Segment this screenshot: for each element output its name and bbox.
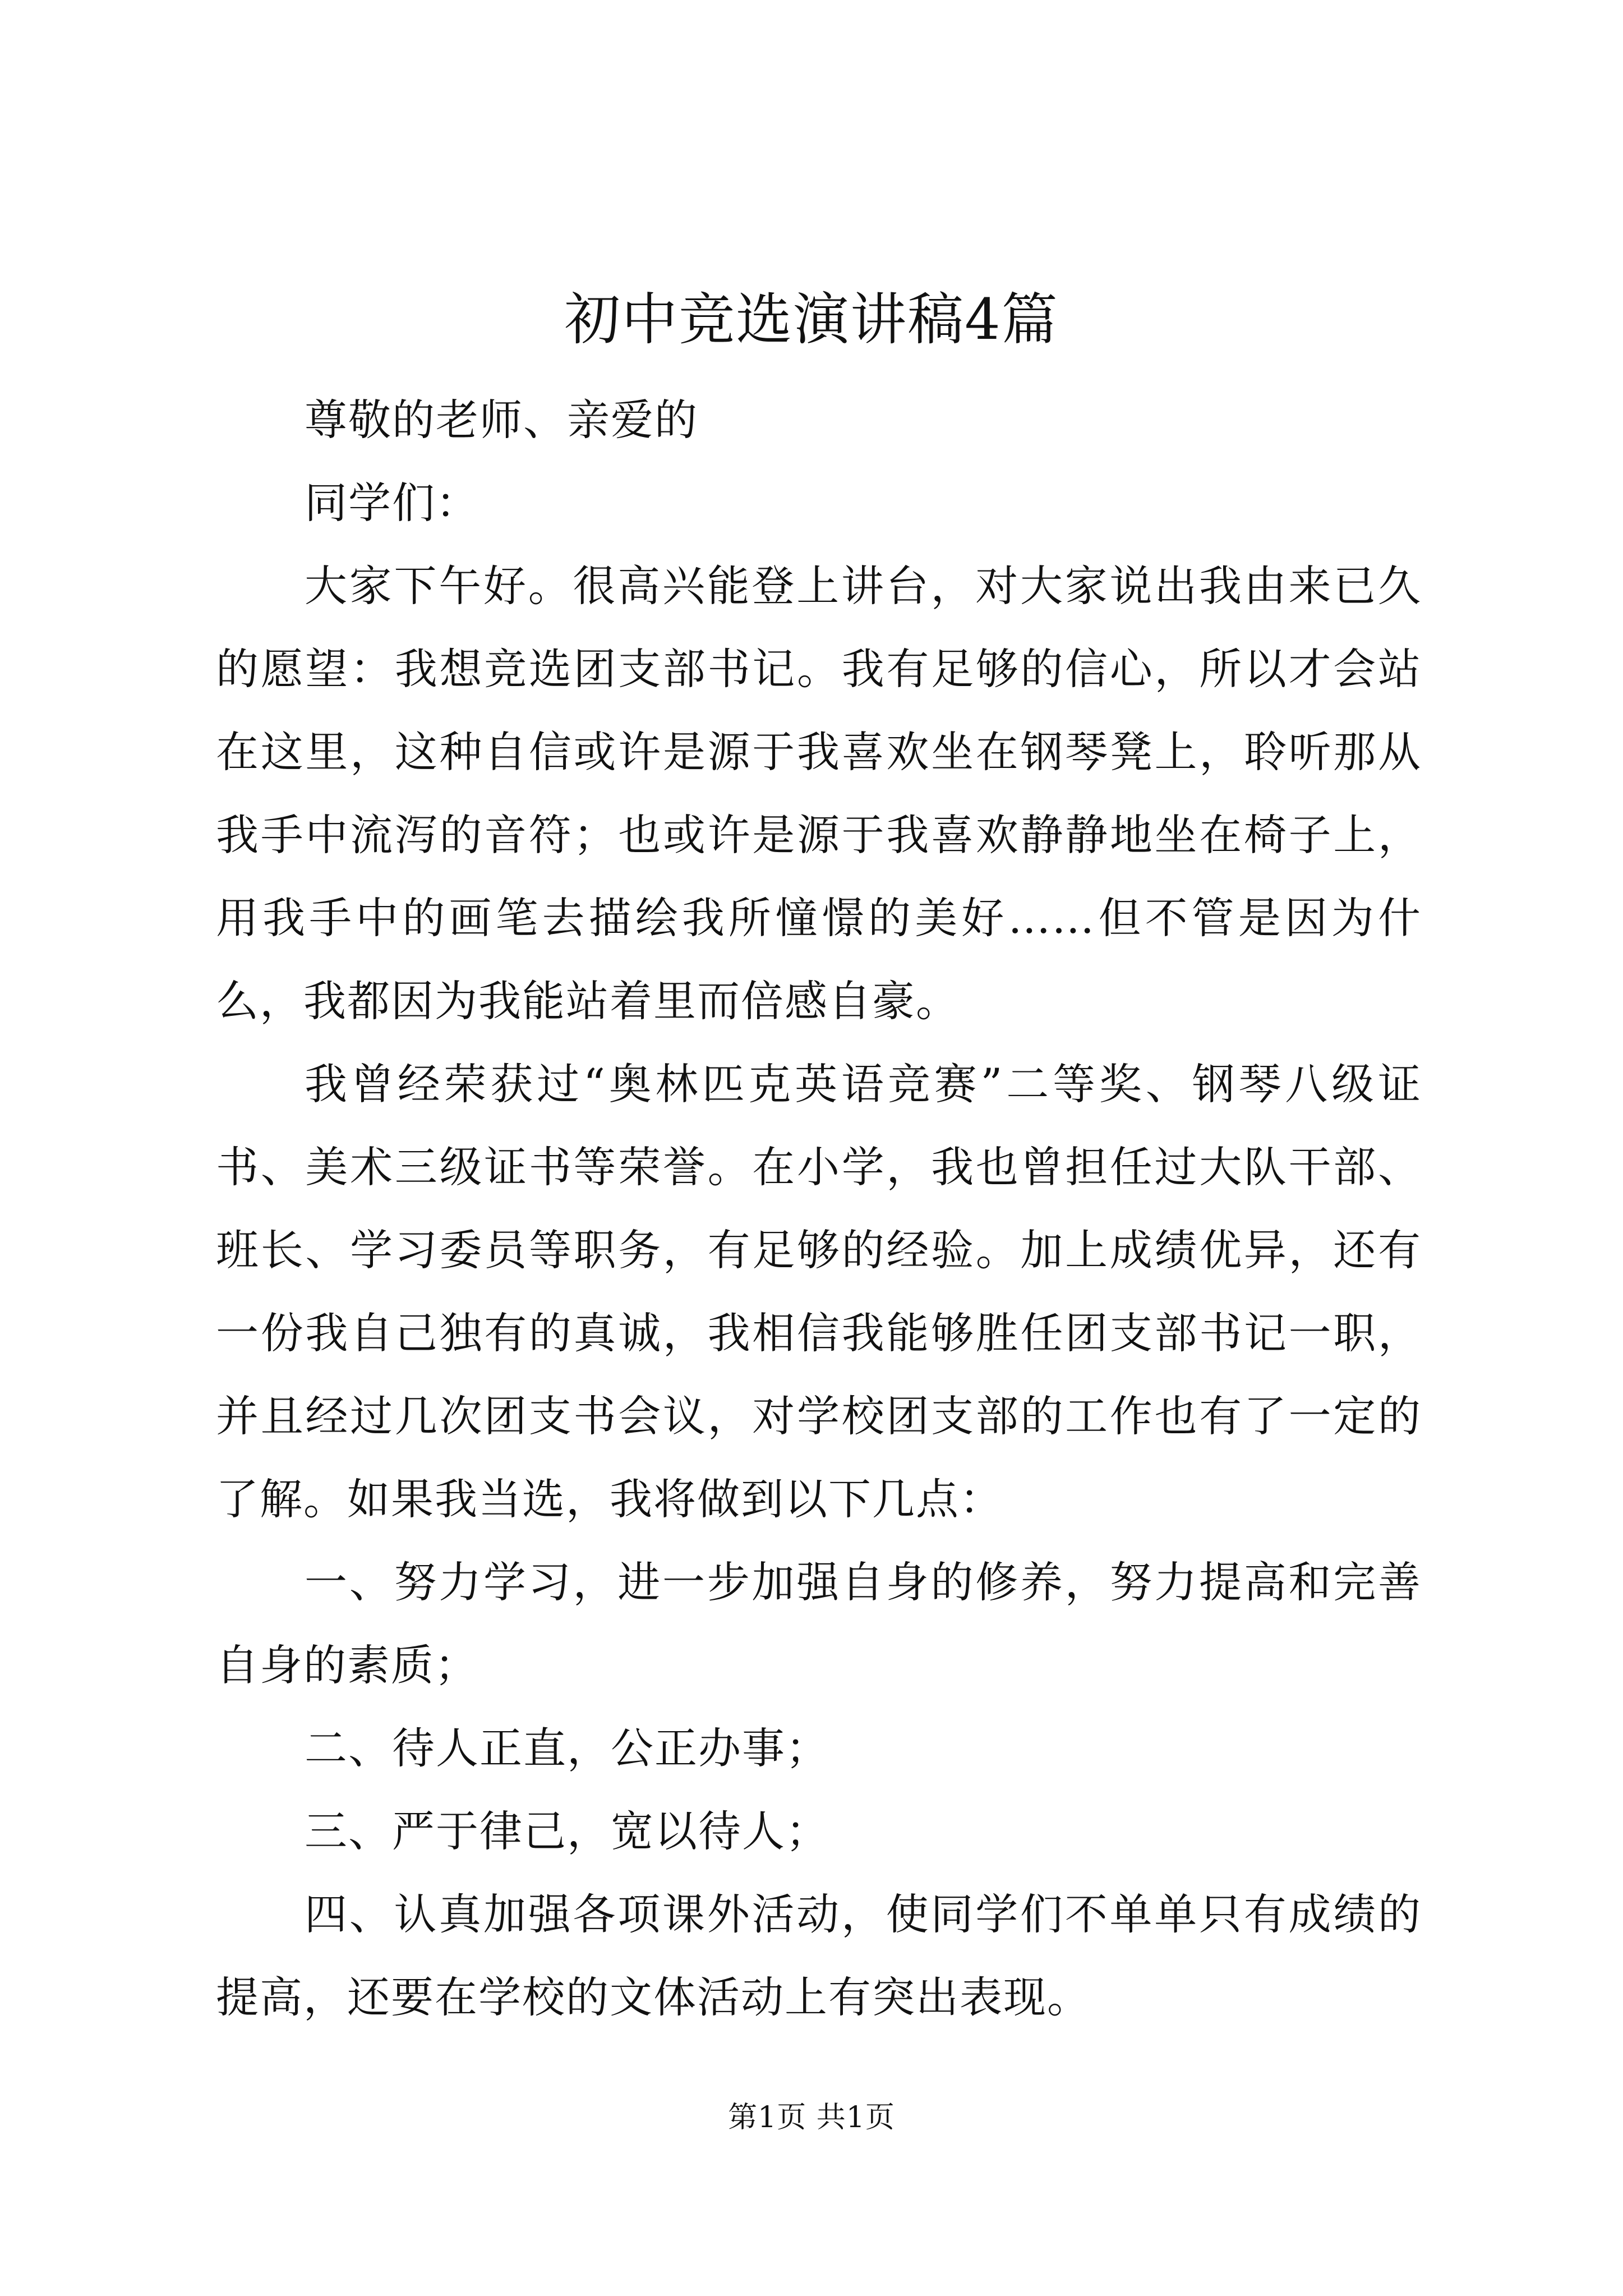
page-footer: 第1页 共1页 <box>728 2101 895 2134</box>
body-paragraph: 我曾经荣获过“奥林匹克英语竞赛”二等奖、钢琴八级证书、美术三级证书等荣誉。在小学，我也曾担任过大队干部、班长、学习委员等职务，有足够的经验。加上成绩优异，还有一份我自己独有的真诚，我相信我能够胜任团支部书记一职，并且经过几次团支书会议，对学校团支部的工作也有了一定的了解。如果我当选，我将做到以下几点： <box>216 1059 1422 1524</box>
body-paragraph: 大家下午好。很高兴能登上讲台，对大家说出我由来已久的愿望：我想竞选团支部书记。我有足够的信心，所以才会站在这里，这种自信或许是源于我喜欢坐在钢琴凳上，聆听那从我手中流泻的音符；也或许是源于我喜欢静静地坐在椅子上，用我手中的画笔去描绘我所憧憬的美好……但不管是因为什么，我都因为我能站着里而倍感自豪。 <box>216 561 1422 1026</box>
list-item: 二、待人正直，公正办事； <box>305 1723 829 1773</box>
list-item: 四、认真加强各项课外活动，使同学们不单单只有成绩的提高，还要在学校的文体活动上有突出表现。 <box>216 1889 1422 2022</box>
greeting-line: 尊敬的老师、亲爱的 <box>305 395 698 445</box>
list-item: 一、努力学习，进一步加强自身的修养，努力提高和完善自身的素质； <box>216 1557 1422 1690</box>
document-body <box>216 379 1422 2039</box>
greeting-line-2: 同学们： <box>305 478 479 528</box>
document-title: 初中竞选演讲稿4篇 <box>564 287 1059 352</box>
list-item: 三、严于律己，宽以待人； <box>305 1806 829 1856</box>
